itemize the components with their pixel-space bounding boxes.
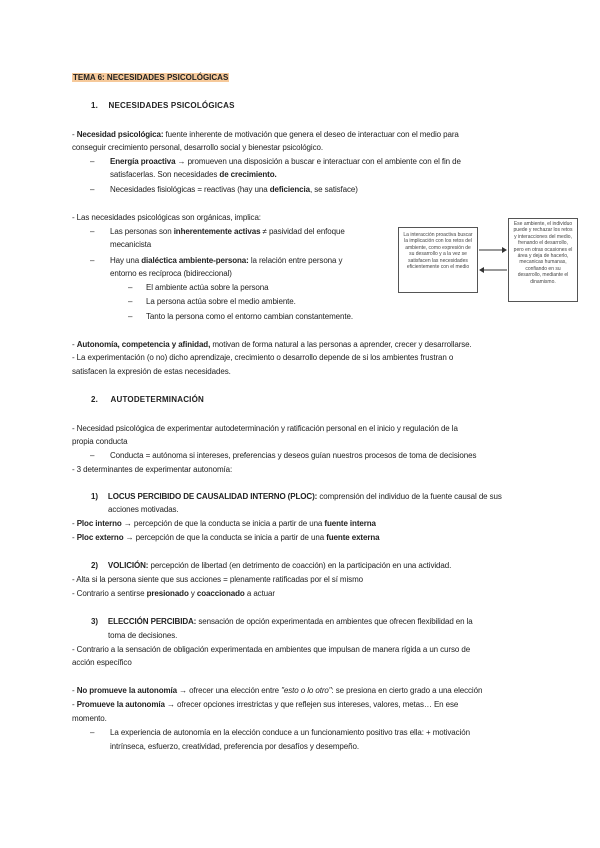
s2-ploc-int-label: Ploc interno xyxy=(76,519,122,528)
section2-title: AUTODETERMINACIÓN xyxy=(110,395,204,404)
s1-b1-line1 xyxy=(110,157,461,167)
dash-marker: – xyxy=(128,312,133,321)
s1-b2-a: Necesidades fisiológicas = reactivas (hay una xyxy=(110,185,270,194)
s1-p3-text: motivan de forma natural a las personas a aprender, crecer y desarrollarse. xyxy=(210,340,472,349)
dash-marker: – xyxy=(90,451,95,460)
dash-marker: – xyxy=(90,227,95,236)
s1-c1-line1 xyxy=(110,227,345,237)
dash-marker: – xyxy=(90,157,95,166)
tema-title xyxy=(72,73,229,83)
s1-c2-c: la relación entre persona y xyxy=(248,256,343,265)
s1-c1-a: Las personas son xyxy=(110,227,174,236)
s2-ploc-int-text: → percepción de que la conducta se inicia a partir de una xyxy=(121,519,325,528)
s2-n3-text: sensación de opción experimentada en ambientes que ofrecen flexibilidad en la xyxy=(196,617,473,626)
s2-n2-l1: - Alta si la persona siente que sus acciones = plenamente ratificadas por el sí mismo xyxy=(72,575,363,584)
bidirectional-arrows xyxy=(478,244,508,276)
s1-b2-b: deficiencia xyxy=(269,185,310,194)
s2-p1-line2: propia conducta xyxy=(72,437,128,446)
section1-number: 1. xyxy=(91,101,99,110)
s2-n2-l2 xyxy=(72,589,275,599)
s2-no-promueve: - No promueve la autonomía → ofrecer una elección entre "esto o lo otro": se presiona en cierto grado a una elección xyxy=(72,686,483,695)
s1-p3: - Autonomía, competencia y afinidad, motivan de forma natural a las personas a aprender, crecer y desarrollarse. xyxy=(72,340,472,349)
dash-marker: – xyxy=(128,297,133,306)
s2-n1-line2: acciones motivadas. xyxy=(108,505,179,514)
s1-p1-line2: conseguir crecimiento personal, desarrollo social y bienestar psicológico. xyxy=(72,143,323,152)
s1-c1-line2: mecanicista xyxy=(110,240,152,249)
s2-e1: Conducta = autónoma si intereses, preferencias y deseos guían nuestros procesos de toma de decisiones xyxy=(110,451,477,460)
s2-n2-l2-c: y xyxy=(188,589,197,598)
dash-marker: – xyxy=(90,728,95,737)
s2-n1-text: comprensión del individuo de la fuente causal de sus xyxy=(317,492,502,501)
s2-np-a: No promueve la autonomía xyxy=(76,686,177,695)
s2-promueve-cont: momento. xyxy=(72,714,107,723)
dash-marker: – xyxy=(90,185,95,194)
section1-heading xyxy=(91,101,235,111)
s2-n1-line1 xyxy=(91,492,502,502)
s1-c2-line2: entorno es recíproca (bidireccional) xyxy=(110,269,232,278)
s2-n3-line1 xyxy=(91,617,473,627)
s2-np-c: "esto o lo otro" xyxy=(281,686,332,695)
s2-n3-line2: toma de decisiones. xyxy=(108,631,178,640)
section2-number: 2. xyxy=(91,395,99,404)
s2-np-b: → ofrecer una elección entre xyxy=(176,686,282,695)
dash-marker: – xyxy=(90,256,95,265)
s1-b2 xyxy=(110,185,358,195)
s2-n2-text: percepción de libertad (en detrimento de coacción) en la participación en una actividad. xyxy=(148,561,452,570)
arrow-right-head xyxy=(502,247,507,253)
concept-box-left: La interacción proactiva buscar la implicación con los retos del ambiente, como expresión de su desarrollo y a la vez se satisfacen las necesidades eficientemente con el medio xyxy=(398,227,478,293)
s1-p1-line1: - Necesidad psicológica: fuente inherente de motivación que genera el deseo de interactuar con el medio para xyxy=(72,130,459,139)
section1-title: NECESIDADES PSICOLÓGICAS xyxy=(108,101,235,110)
s2-n2-l2-a: - Contrario a sentirse xyxy=(72,589,147,598)
s2-n3-num: 3) xyxy=(91,617,98,626)
s2-f1-line2: intrínseca, esfuerzo, creatividad, preferencia por desafíos y desempeño. xyxy=(110,742,359,751)
s1-b1-cont-b: de crecimiento. xyxy=(219,170,277,179)
s2-ploc-ext-text: → percepción de que la conducta se inicia a partir de una xyxy=(123,533,327,542)
s1-p1-text: fuente inherente de motivación que genera el deseo de interactuar con el medio para xyxy=(163,130,459,139)
s2-n3-l1: - Contrario a la sensación de obligación experimentada en ambientes que impulsan de manera rígida a un curso de xyxy=(72,645,471,654)
s2-pr-a: Promueve la autonomía xyxy=(76,700,165,709)
s1-b1-text: → promueven una disposición a buscar e interactuar con el ambiente con el fin de xyxy=(175,157,461,166)
section2-heading xyxy=(91,395,204,405)
dash-marker: – xyxy=(128,283,133,292)
s1-b1-label: Energía proactiva xyxy=(110,157,176,166)
s1-p4-line2: satisfacen la expresión de estas necesidades. xyxy=(72,367,231,376)
s2-n3-l2: acción específico xyxy=(72,658,132,667)
s2-f1-line1: La experiencia de autonomía en la elección conduce a un funcionamiento positivo tras ella: + motivación xyxy=(110,728,470,737)
s2-ploc-int-end: fuente interna xyxy=(324,519,376,528)
s2-n2-l2-b: presionado xyxy=(146,589,189,598)
s2-n2-l2-e: a actuar xyxy=(244,589,275,598)
s1-c1-b: inherentemente activas xyxy=(173,227,261,236)
s1-p3-label: Autonomía, competencia y afinidad, xyxy=(76,340,211,349)
s2-n3-title: ELECCIÓN PERCIBIDA: xyxy=(107,617,197,626)
arrow-left-head xyxy=(479,267,484,273)
tema-title-text: TEMA 6: NECESIDADES PSICOLÓGICAS xyxy=(73,73,229,82)
s1-c1-c: ≠ pasividad del enfoque xyxy=(260,227,345,236)
s1-d2: La persona actúa sobre el medio ambiente. xyxy=(146,297,296,306)
s2-n2-title: VOLICIÓN: xyxy=(107,561,149,570)
s2-ploc-ext-label: Ploc externo xyxy=(76,533,124,542)
s1-d3: Tanto la persona como el entorno cambian constantemente. xyxy=(146,312,353,321)
s2-n1-title: LOCUS PERCIBIDO DE CAUSALIDAD INTERNO (PLOC): xyxy=(107,492,318,501)
s2-promueve: - Promueve la autonomía → ofrecer opciones irrestrictas y que reflejen sus intereses, valores, metas… En ese xyxy=(72,700,459,709)
s2-np-d: : se presiona en cierto grado a una elección xyxy=(331,686,483,695)
s1-d1: El ambiente actúa sobre la persona xyxy=(146,283,269,292)
s1-b2-c: , se satisface) xyxy=(309,185,358,194)
s2-pr-b: → ofrecer opciones irrestrictas y que reflejen sus intereses, valores, metas… En ese xyxy=(164,700,459,709)
s2-p1-line1: - Necesidad psicológica de experimentar autodeterminación y ratificación personal en el inicio y regulación de la xyxy=(72,424,458,433)
s2-p2: - 3 determinantes de experimentar autonomía: xyxy=(72,465,233,474)
s1-c2-line1 xyxy=(110,256,342,266)
s2-n2-l2-d: coaccionado xyxy=(196,589,245,598)
s1-b1-line2 xyxy=(110,170,277,180)
concept-box-right: Ese ambiente, el individuo puede y rechazar los retos y interacciones del medio, frenando el desarrollo, pero en otras ocasiones el área y deja de hacerlo, mecanicas humanas, confiando en su desarrollo, mediante el dinamismo. xyxy=(508,218,578,302)
s1-p4-line1: - La experimentación (o no) dicho aprendizaje, crecimiento o desarrollo depende de si los ambientes frustran o xyxy=(72,353,454,362)
s2-n2-line1 xyxy=(91,561,451,571)
s2-ploc-interno: - Ploc interno → percepción de que la conducta se inicia a partir de una fuente interna xyxy=(72,519,376,528)
s2-ploc-ext-end: fuente externa xyxy=(326,533,380,542)
s1-p1-label: Necesidad psicológica: xyxy=(76,130,164,139)
s2-ploc-externo: - Ploc externo → percepción de que la conducta se inicia a partir de una fuente externa xyxy=(72,533,380,542)
s1-p2: - Las necesidades psicológicas son orgánicas, implica: xyxy=(72,213,261,222)
s1-c2-b: dialéctica ambiente-persona: xyxy=(141,256,249,265)
s1-c2-a: Hay una xyxy=(110,256,142,265)
s2-n1-num: 1) xyxy=(91,492,98,501)
s2-n2-num: 2) xyxy=(91,561,98,570)
s1-b1-cont-a: satisfacerlas. Son necesidades xyxy=(110,170,220,179)
